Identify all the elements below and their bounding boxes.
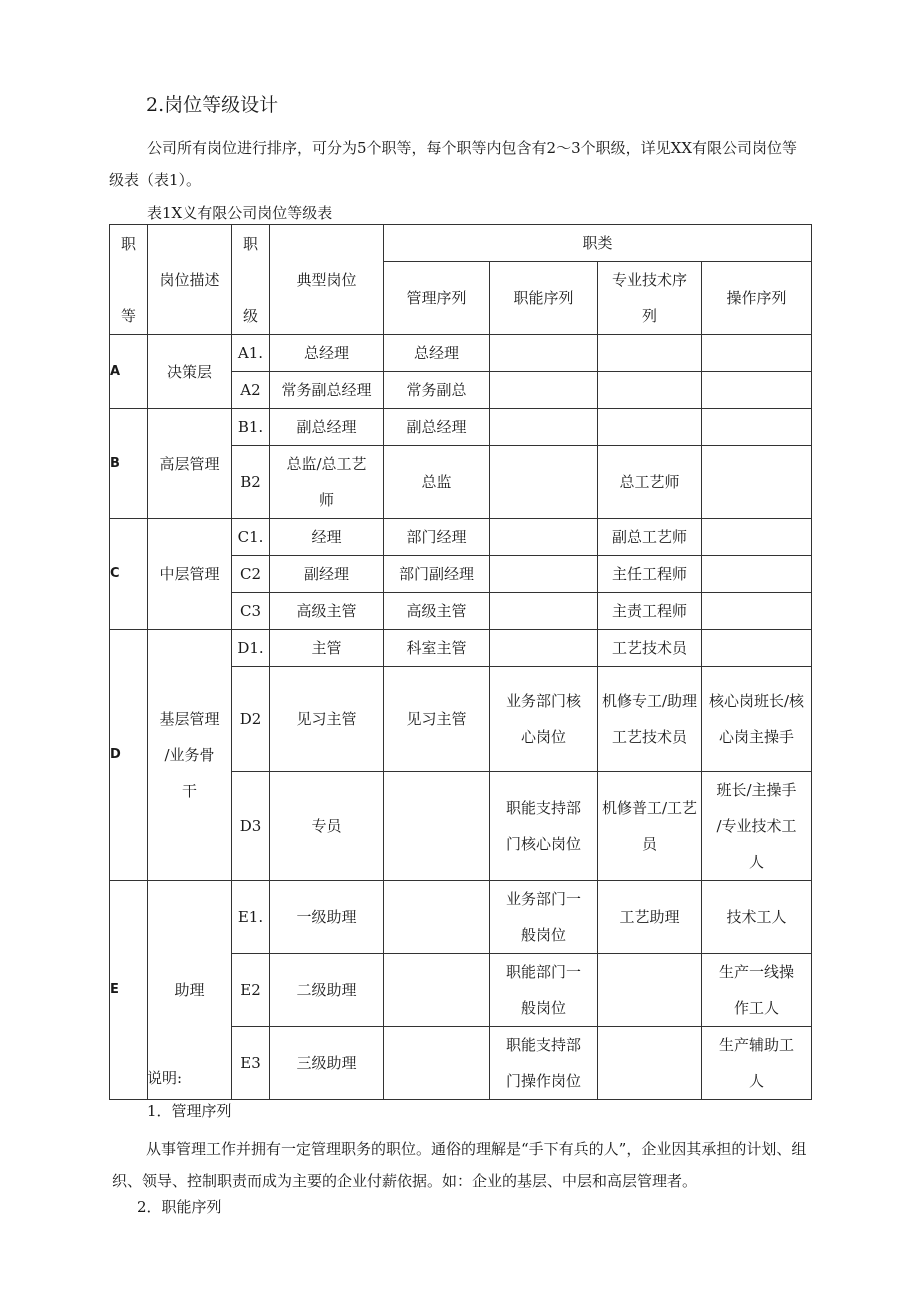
func-seq-cell (490, 372, 598, 409)
tech-seq-cell (598, 954, 702, 1027)
op-seq-cell (702, 372, 812, 409)
mgmt-seq-cell: 总监 (384, 446, 490, 519)
typical-position-cell: 高级主管 (270, 593, 384, 630)
mgmt-seq-cell: 高级主管 (384, 593, 490, 630)
func-seq-cell: 职能支持部 门核心岗位 (490, 772, 598, 881)
note-1-text: 从事管理工作并拥有一定管理职务的职位。通俗的理解是“手下有兵的人”，企业因其承担的计划、组织、领导、控制职责而成为主要的企业付薪依据。如：企业的基层、中层和高层管理者。 (112, 1140, 807, 1190)
level-cell: E3 (232, 1027, 270, 1100)
intro-line-2: 级表（表1）。 (109, 171, 202, 189)
tech-seq-cell (598, 372, 702, 409)
tech-seq-cell (598, 1027, 702, 1100)
op-seq-cell (702, 556, 812, 593)
grade-cell: C (110, 519, 148, 630)
desc-cell: 助理 (148, 881, 232, 1100)
op-seq-cell: 核心岗班长/核 心岗主操手 (702, 667, 812, 772)
table-row (110, 335, 812, 372)
desc-cell: 决策层 (148, 335, 232, 409)
func-seq-cell: 职能部门一 般岗位 (490, 954, 598, 1027)
func-seq-cell: 业务部门一 般岗位 (490, 881, 598, 954)
mgmt-seq-cell: 总经理 (384, 335, 490, 372)
func-seq-cell (490, 519, 598, 556)
typical-position-cell: 主管 (270, 630, 384, 667)
table-row (110, 881, 812, 954)
table-caption: 表1X义有限公司岗位等级表 (147, 204, 333, 222)
level-cell: A2 (232, 372, 270, 409)
table-row (110, 519, 812, 556)
desc-cell: 基层管理 /业务骨 干 (148, 630, 232, 881)
desc-cell: 高层管理 (148, 409, 232, 519)
mgmt-seq-cell: 部门副经理 (384, 556, 490, 593)
notes-label: 说明: (147, 1069, 183, 1087)
func-seq-cell (490, 593, 598, 630)
op-seq-cell: 生产一线操 作工人 (702, 954, 812, 1027)
level-cell: D3 (232, 772, 270, 881)
level-cell: C3 (232, 593, 270, 630)
typical-position-cell: 总经理 (270, 335, 384, 372)
typical-position-cell: 经理 (270, 519, 384, 556)
func-seq-cell (490, 409, 598, 446)
grade-cell: E (110, 881, 148, 1100)
mgmt-seq-cell: 常务副总 (384, 372, 490, 409)
intro-line-1: 公司所有岗位进行排序，可分为5个职等，每个职等内包含有2～3个职级，详见XX有限公司岗位等 (147, 139, 797, 157)
section-heading: 2.岗位等级设计 (146, 94, 279, 116)
op-seq-cell (702, 630, 812, 667)
tech-seq-cell: 总工艺师 (598, 446, 702, 519)
func-seq-cell (490, 630, 598, 667)
typical-position-cell: 常务副总经理 (270, 372, 384, 409)
mgmt-seq-cell: 科室主管 (384, 630, 490, 667)
level-cell: B2 (232, 446, 270, 519)
note-2-title: 2．职能序列 (137, 1198, 222, 1216)
tech-seq-cell (598, 335, 702, 372)
op-seq-cell (702, 335, 812, 372)
desc-cell: 中层管理 (148, 519, 232, 630)
table-row (110, 409, 812, 446)
header-category: 职类 (384, 225, 812, 262)
op-seq-cell (702, 519, 812, 556)
level-cell: A1. (232, 335, 270, 372)
mgmt-seq-cell (384, 954, 490, 1027)
header-grade: 职 等 (110, 225, 148, 335)
tech-seq-cell: 工艺助理 (598, 881, 702, 954)
typical-position-cell: 见习主管 (270, 667, 384, 772)
level-cell: C1. (232, 519, 270, 556)
func-seq-cell: 业务部门核 心岗位 (490, 667, 598, 772)
tech-seq-cell: 机修专工/助理 工艺技术员 (598, 667, 702, 772)
level-cell: B1. (232, 409, 270, 446)
grade-cell: D (110, 630, 148, 881)
typical-position-cell: 总监/总工艺 师 (270, 446, 384, 519)
op-seq-cell (702, 409, 812, 446)
note-1-title: 1．管理序列 (147, 1102, 232, 1120)
mgmt-seq-cell: 见习主管 (384, 667, 490, 772)
grade-cell: A (110, 335, 148, 409)
mgmt-seq-cell: 副总经理 (384, 409, 490, 446)
table-row (110, 630, 812, 667)
func-seq-cell (490, 446, 598, 519)
level-cell: E2 (232, 954, 270, 1027)
level-cell: E1. (232, 881, 270, 954)
func-seq-cell (490, 556, 598, 593)
typical-position-cell: 二级助理 (270, 954, 384, 1027)
op-seq-cell (702, 593, 812, 630)
func-seq-cell (490, 335, 598, 372)
header-row (110, 225, 812, 262)
intro-paragraph (109, 132, 815, 196)
grade-cell: B (110, 409, 148, 519)
mgmt-seq-cell (384, 772, 490, 881)
header-seq-tech: 专业技术序 列 (598, 262, 702, 335)
tech-seq-cell: 主任工程师 (598, 556, 702, 593)
func-seq-cell: 职能支持部 门操作岗位 (490, 1027, 598, 1100)
op-seq-cell: 班长/主操手 /专业技术工 人 (702, 772, 812, 881)
typical-position-cell: 副经理 (270, 556, 384, 593)
mgmt-seq-cell (384, 881, 490, 954)
header-seq-mgmt: 管理序列 (384, 262, 490, 335)
level-cell: C2 (232, 556, 270, 593)
op-seq-cell: 技术工人 (702, 881, 812, 954)
header-seq-func: 职能序列 (490, 262, 598, 335)
header-level: 职 级 (232, 225, 270, 335)
typical-position-cell: 副总经理 (270, 409, 384, 446)
op-seq-cell (702, 446, 812, 519)
typical-position-cell: 专员 (270, 772, 384, 881)
header-typical: 典型岗位 (270, 225, 384, 335)
tech-seq-cell: 主责工程师 (598, 593, 702, 630)
tech-seq-cell: 副总工艺师 (598, 519, 702, 556)
mgmt-seq-cell: 部门经理 (384, 519, 490, 556)
level-cell: D2 (232, 667, 270, 772)
header-desc: 岗位描述 (148, 225, 232, 335)
tech-seq-cell (598, 409, 702, 446)
level-cell: D1. (232, 630, 270, 667)
grade-table (109, 224, 812, 1100)
tech-seq-cell: 机修普工/工艺 员 (598, 772, 702, 881)
op-seq-cell: 生产辅助工 人 (702, 1027, 812, 1100)
header-seq-op: 操作序列 (702, 262, 812, 335)
typical-position-cell: 三级助理 (270, 1027, 384, 1100)
tech-seq-cell: 工艺技术员 (598, 630, 702, 667)
typical-position-cell: 一级助理 (270, 881, 384, 954)
mgmt-seq-cell (384, 1027, 490, 1100)
